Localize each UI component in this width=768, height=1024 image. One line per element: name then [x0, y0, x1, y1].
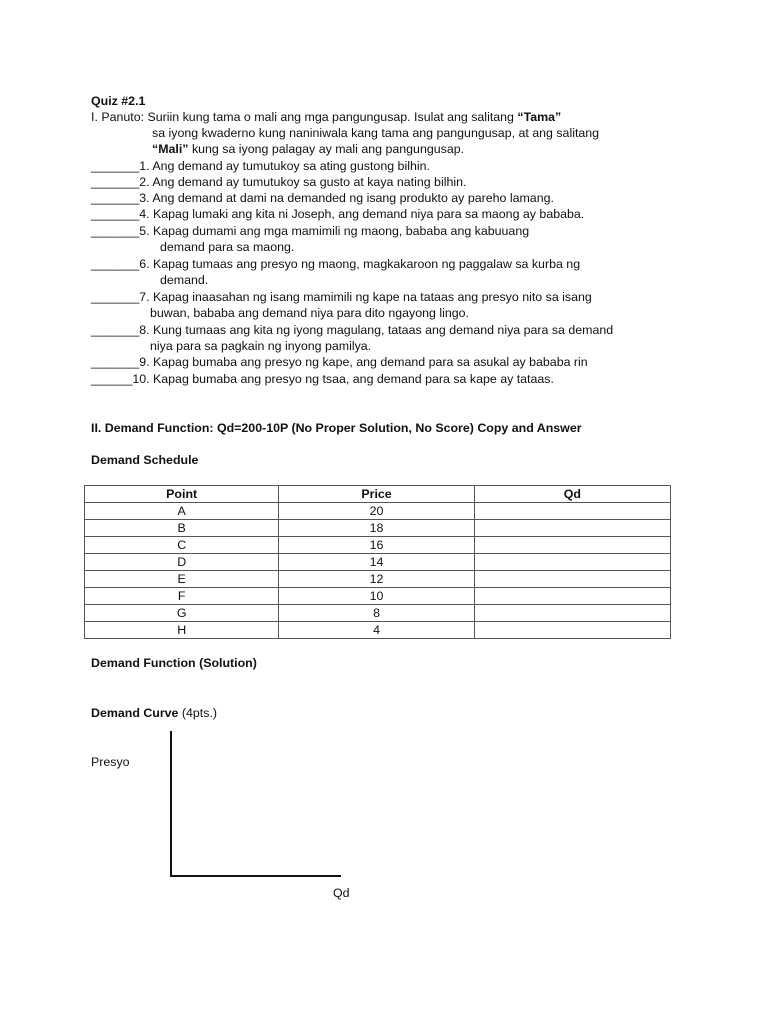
- instruction-line-1-text: I. Panuto: Suriin kung tama o mali ang mga pangungusap. Isulat ang salitang: [91, 110, 518, 124]
- cell-point: E: [85, 571, 279, 588]
- cell-price: 18: [279, 520, 474, 537]
- demand-schedule-heading: Demand Schedule: [91, 453, 199, 467]
- quiz-item-5-continuation: demand para sa maong.: [160, 240, 295, 254]
- quiz-item-9: _______9. Kapag bumaba ang presyo ng kape, ang demand para sa asukal ay bababa rin: [91, 355, 588, 369]
- y-axis-label: Presyo: [91, 755, 130, 769]
- cell-point: C: [85, 537, 279, 554]
- header-price: Price: [279, 486, 474, 503]
- instruction-line-2: sa iyong kwaderno kung naniniwala kang tama ang pangungusap, at ang salitang: [152, 126, 600, 140]
- quiz-item-6-continuation: demand.: [160, 273, 209, 287]
- cell-qd[interactable]: [474, 503, 670, 520]
- y-axis-line: [170, 731, 172, 877]
- cell-point: A: [85, 503, 279, 520]
- table-row: [85, 554, 671, 571]
- table-row: [85, 571, 671, 588]
- cell-qd[interactable]: [474, 588, 670, 605]
- header-point: Point: [85, 486, 279, 503]
- demand-curve-points: (4pts.): [178, 706, 218, 720]
- cell-qd[interactable]: [474, 571, 670, 588]
- table-row: [85, 605, 671, 622]
- table-row: [85, 537, 671, 554]
- quiz-item-8-continuation: niya para sa pagkain ng inyong pamilya.: [150, 339, 372, 353]
- demand-curve-heading: Demand Curve: [91, 706, 179, 720]
- quiz-item-5: _______5. Kapag dumami ang mga mamimili ng maong, bababa ang kabuuang: [91, 224, 530, 238]
- cell-point: D: [85, 554, 279, 571]
- cell-price: 16: [279, 537, 474, 554]
- cell-point: B: [85, 520, 279, 537]
- table-row: [85, 622, 671, 639]
- quiz-item-7: _______7. Kapag inaasahan ng isang mamimili ng kape na tataas ang presyo nito sa isang: [91, 290, 592, 304]
- quiz-item-4: _______4. Kapag lumaki ang kita ni Joseph, ang demand niya para sa maong ay bababa.: [91, 207, 585, 221]
- cell-price: 20: [279, 503, 474, 520]
- quiz-title: Quiz #2.1: [91, 94, 146, 108]
- cell-point: H: [85, 622, 279, 639]
- table-row: [85, 588, 671, 605]
- demand-curve-heading-line: [91, 705, 217, 721]
- cell-price: 8: [279, 605, 474, 622]
- part2-heading: II. Demand Function: Qd=200-10P (No Proper Solution, No Score) Copy and Answer: [91, 421, 582, 435]
- quiz-item-8: _______8. Kung tumaas ang kita ng iyong magulang, tataas ang demand niya para sa demand: [91, 323, 614, 337]
- quiz-item-3: _______3. Ang demand at dami na demanded ng isang produkto ay pareho lamang.: [91, 191, 554, 205]
- header-qd: Qd: [474, 486, 670, 503]
- tama-keyword: “Tama”: [517, 110, 562, 124]
- quiz-item-10: ______10. Kapag bumaba ang presyo ng tsaa, ang demand para sa kape ay tataas.: [91, 372, 554, 386]
- cell-qd[interactable]: [474, 520, 670, 537]
- x-axis-label: Qd: [333, 886, 350, 900]
- quiz-item-1: _______1. Ang demand ay tumutukoy sa ating gustong bilhin.: [91, 159, 430, 173]
- instruction-line-3: [152, 141, 464, 157]
- cell-point: F: [85, 588, 279, 605]
- cell-qd[interactable]: [474, 537, 670, 554]
- mali-keyword: “Mali”: [152, 142, 189, 156]
- cell-point: G: [85, 605, 279, 622]
- demand-schedule-table: [84, 485, 671, 639]
- cell-qd[interactable]: [474, 622, 670, 639]
- quiz-item-6: _______6. Kapag tumaas ang presyo ng maong, magkakaroon ng paggalaw sa kurba ng: [91, 257, 581, 271]
- cell-price: 10: [279, 588, 474, 605]
- solution-heading: Demand Function (Solution): [91, 656, 257, 670]
- table-header-row: [85, 486, 671, 503]
- quiz-item-7-continuation: buwan, bababa ang demand niya para dito ngayong lingo.: [150, 306, 469, 320]
- cell-price: 4: [279, 622, 474, 639]
- cell-price: 12: [279, 571, 474, 588]
- cell-qd[interactable]: [474, 554, 670, 571]
- table-row: [85, 503, 671, 520]
- table-row: [85, 520, 671, 537]
- cell-price: 14: [279, 554, 474, 571]
- quiz-item-2: _______2. Ang demand ay tumutukoy sa gusto at kaya nating bilhin.: [91, 175, 467, 189]
- instruction-line-1: [91, 109, 561, 125]
- x-axis-line: [170, 875, 341, 877]
- cell-qd[interactable]: [474, 605, 670, 622]
- instruction-line-3-text: kung sa iyong palagay ay mali ang pangungusap.: [188, 142, 465, 156]
